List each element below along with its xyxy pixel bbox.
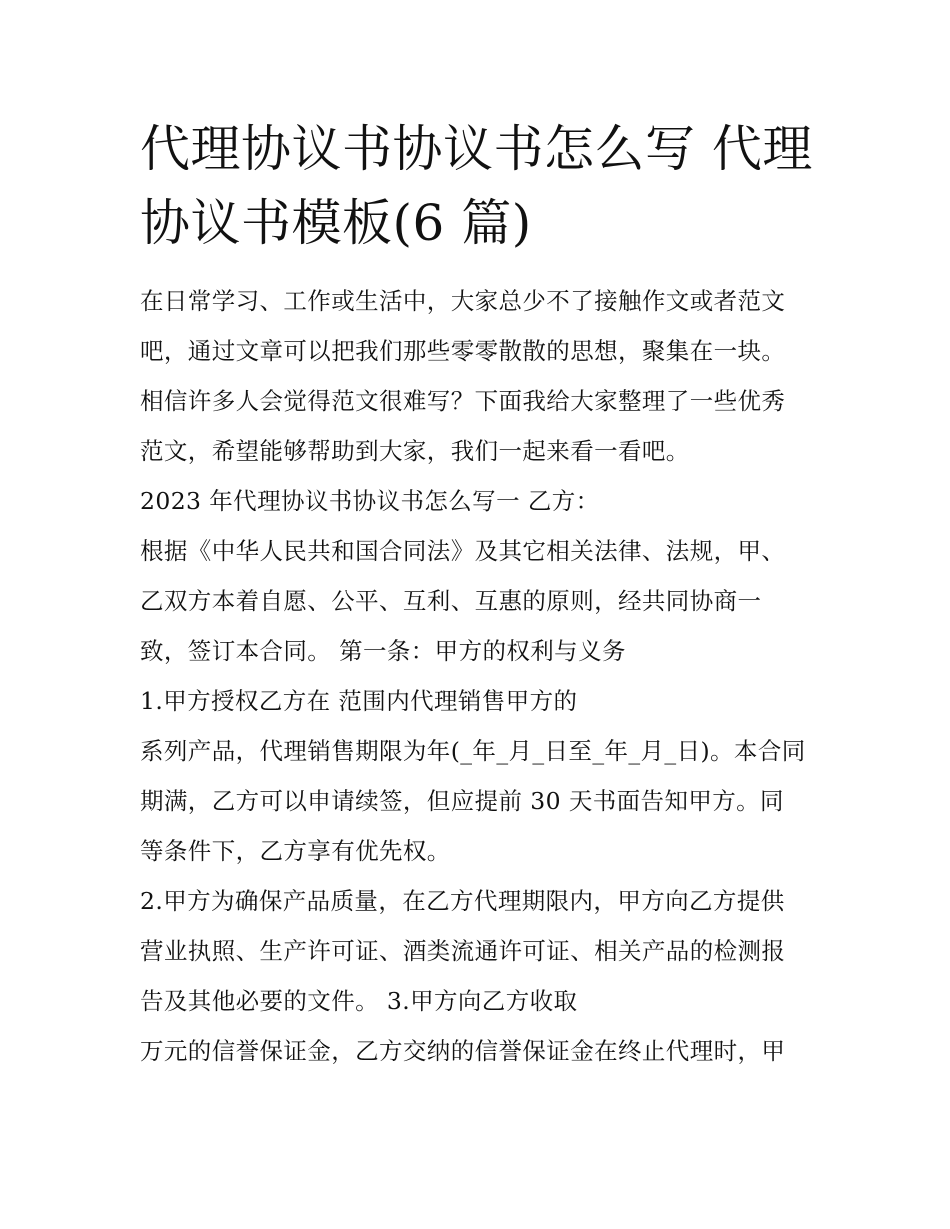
- clause-line: 期满，乙方可以申请续签，但应提前 30 天书面告知甲方。同: [140, 787, 784, 815]
- body-line: 致，签订本合同。 第一条：甲方的权利与义务: [140, 637, 626, 665]
- clause-line: 万元的信誉保证金，乙方交纳的信誉保证金在终止代理时，甲: [140, 1037, 786, 1065]
- body-line: 乙双方本着自愿、公平、互利、互惠的原则，经共同协商一: [140, 587, 762, 615]
- clause-line: 等条件下，乙方享有优先权。: [140, 837, 451, 865]
- clause-line: 1.甲方授权乙方在 范围内代理销售甲方的: [140, 687, 578, 715]
- body-line: 范文，希望能够帮助到大家，我们一起来看一看吧。: [140, 437, 690, 465]
- body-line: 根据《中华人民共和国合同法》及其它相关法律、法规，甲、: [140, 537, 786, 565]
- title-line: 代理协议书协议书怎么写 代理: [140, 120, 813, 178]
- section-heading: 2023 年代理协议书协议书怎么写一 乙方：: [140, 487, 600, 515]
- title-line: 协议书模板(6 篇): [140, 194, 532, 252]
- body-line: 在日常学习、工作或生活中，大家总少不了接触作文或者范文: [140, 287, 786, 315]
- clause-line: 2.甲方为确保产品质量，在乙方代理期限内，甲方向乙方提供: [140, 887, 785, 915]
- document-title: [140, 112, 830, 260]
- clause-line: 营业执照、生产许可证、酒类流通许可证、相关产品的检测报: [140, 937, 786, 965]
- clause-line: 告及其他必要的文件。 3.甲方向乙方收取: [140, 987, 578, 1015]
- body-line: 吧，通过文章可以把我们那些零零散散的思想，聚集在一块。: [140, 337, 786, 365]
- body-line: 相信许多人会觉得范文很难写？下面我给大家整理了一些优秀: [140, 387, 786, 415]
- document-body: [140, 276, 820, 1076]
- clause-line: 系列产品，代理销售期限为年(_年_月_日至_年_月_日)。本合同: [140, 737, 806, 765]
